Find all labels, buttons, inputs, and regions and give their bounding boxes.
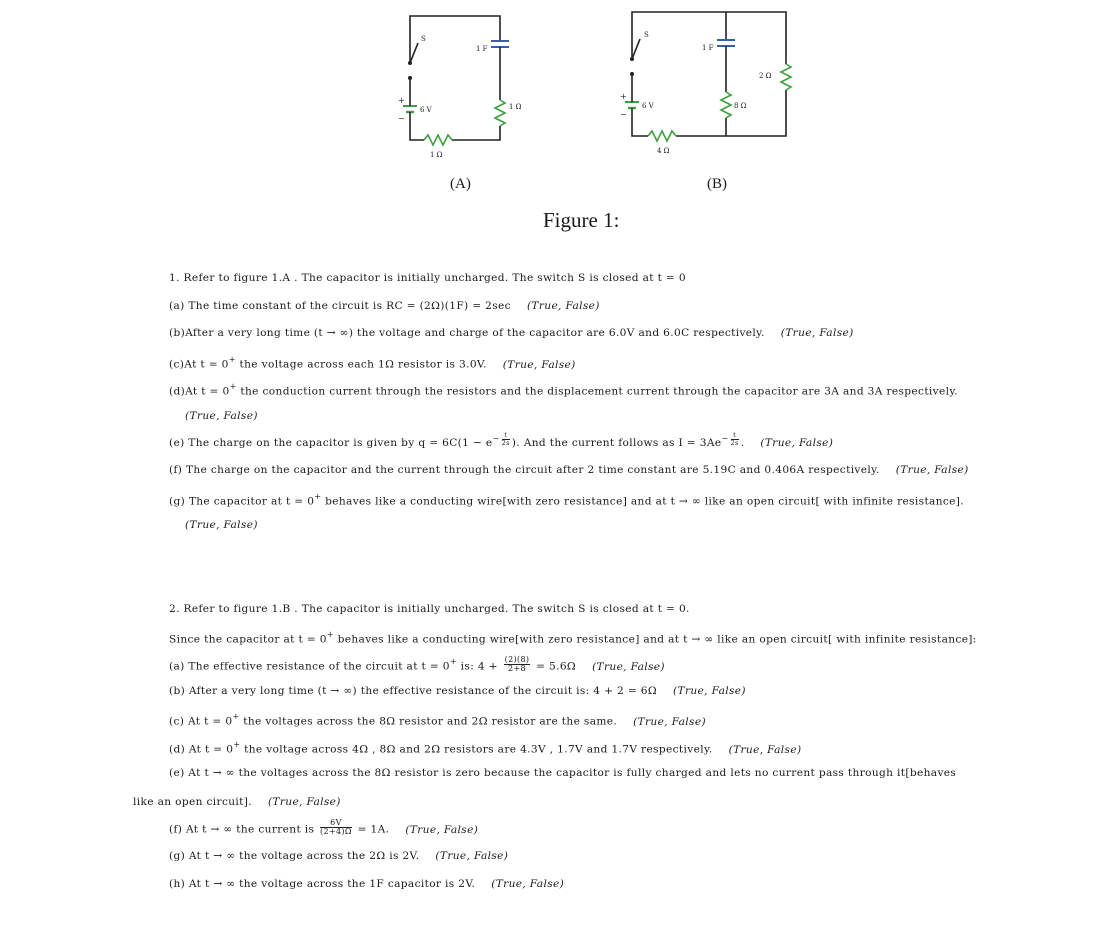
battery-plus: +	[620, 92, 627, 101]
battery-label: 6 V	[642, 102, 654, 110]
problem-2g: (g) At t → ∞ the voltage across the 2Ω is 2V. (True, False)	[169, 850, 509, 862]
problem-2-intro: 2. Refer to figure 1.B . The capacitor is initially uncharged. The switch S is closed at t = 0.	[169, 603, 690, 615]
circuit-a-label: (A)	[450, 176, 471, 192]
true-false-option: (True, False)	[185, 519, 258, 531]
battery-minus: −	[398, 114, 405, 123]
circuit-b-label: (B)	[707, 176, 727, 192]
problem-2e: (e) At t → ∞ the voltages across the 8Ω resistor is zero because the capacitor is fully charged and lets no current pass through it[behaves	[169, 767, 957, 779]
problem-1d: (d)At t = 0+ the conduction current through the resistors and the displacement current through the capacitor are 3A and 3A respectively.	[169, 382, 959, 398]
switch-pivot	[630, 57, 634, 61]
problem-1a: (a) The time constant of the circuit is RC = (2Ω)(1F) = 2sec (True, False)	[169, 300, 600, 312]
true-false-option: (True, False)	[185, 410, 258, 422]
problem-1-intro: 1. Refer to figure 1.A . The capacitor is initially uncharged. The switch S is closed at t = 0	[169, 272, 686, 284]
switch-contact	[630, 72, 634, 76]
problem-1g: (g) The capacitor at t = 0+ behaves like a conducting wire[with zero resistance] and at t → ∞ like an open circuit[ with infinite resistance].	[169, 492, 964, 508]
true-false-option: (True, False)	[491, 878, 565, 890]
capacitor-label: 1 F	[702, 44, 714, 52]
battery-label: 6 V	[420, 106, 432, 114]
true-false-option: (True, False)	[405, 823, 479, 836]
switch-label: S	[421, 35, 426, 43]
switch-contact	[408, 76, 412, 80]
battery-minus: −	[620, 110, 627, 119]
true-false-option: (True, False)	[435, 850, 509, 862]
problem-2f: (f) At t → ∞ the current is $\frac{6V}{(2+4)\Omega}$ = 1A. (True, False)	[169, 818, 479, 836]
resistor-bottom-label: 4 Ω	[657, 147, 670, 155]
true-false-option: (True, False)	[673, 685, 746, 697]
problem-2-since: Since the capacitor at t = 0+ behaves like a conducting wire[with zero resistance] and at t → ∞ like an open circuit[ with infinite resistance]:	[169, 630, 977, 646]
true-false-option: (True, False)	[526, 300, 600, 312]
problem-2c: (c) At t = 0+ the voltages across the 8Ω resistor and 2Ω resistor are the same. (True, False)	[169, 712, 706, 728]
problem-2a: (a) The effective resistance of the circuit at t = 0+ is: 4 + $\frac{(2)(8)}{2+8}$ = 5.6Ω (True, False)	[169, 655, 665, 674]
switch-pivot	[408, 61, 412, 65]
true-false-option: (True, False)	[633, 715, 706, 728]
circuit-a-diagram	[390, 8, 530, 168]
battery-plus: +	[398, 96, 405, 105]
problem-1c: (c)At t = 0+ the voltage across each 1Ω resistor is 3.0V. (True, False)	[169, 355, 576, 371]
figure-caption: Figure 1:	[543, 208, 620, 232]
problem-1f: (f) The charge on the capacitor and the current through the circuit after 2 time constant are 5.19C and 0.406A respectively. (True, False)	[169, 464, 969, 476]
resistor-middle-label: 8 Ω	[734, 102, 747, 110]
true-false-option: (True, False)	[502, 358, 576, 371]
true-false-option: (True, False)	[895, 464, 969, 476]
circuit-a-svg	[390, 8, 530, 168]
resistor-bottom-label: 1 Ω	[430, 151, 443, 159]
problem-2h: (h) At t → ∞ the voltage across the 1F capacitor is 2V. (True, False)	[169, 878, 565, 890]
true-false-option: (True, False)	[728, 743, 802, 756]
true-false-option: (True, False)	[267, 796, 341, 808]
resistor-right-label: 2 Ω	[759, 72, 772, 80]
problem-2e-continued: like an open circuit]. (True, False)	[133, 796, 341, 808]
problem-1g-options	[185, 518, 258, 532]
capacitor-label: 1 F	[476, 45, 488, 53]
problem-2d: (d) At t = 0+ the voltage across 4Ω , 8Ω and 2Ω resistors are 4.3V , 1.7V and 1.7V respectively. (True, False)	[169, 740, 802, 756]
circuit-b-diagram	[612, 4, 797, 164]
switch-label: S	[644, 31, 649, 39]
problem-1e: (e) The charge on the capacitor is given by $q = 6C(1 - e^{- \frac{t}{2s}}$ ). And the current follows as $I = 3Ae^{- \frac{t}{2s}}$ . (True, False)	[169, 431, 834, 449]
true-false-option: (True, False)	[592, 660, 665, 673]
problem-1d-options	[185, 409, 258, 423]
circuit-b-svg	[612, 4, 797, 164]
resistor-right-label: 1 Ω	[509, 103, 522, 111]
true-false-option: (True, False)	[760, 437, 834, 449]
true-false-option: (True, False)	[780, 327, 854, 339]
problem-2b: (b) After a very long time (t → ∞) the effective resistance of the circuit is: 4 + 2 = 6Ω (True, False)	[169, 685, 746, 697]
problem-1b: (b)After a very long time (t → ∞) the voltage and charge of the capacitor are 6.0V and 6.0C respectively. (True, False)	[169, 327, 854, 339]
